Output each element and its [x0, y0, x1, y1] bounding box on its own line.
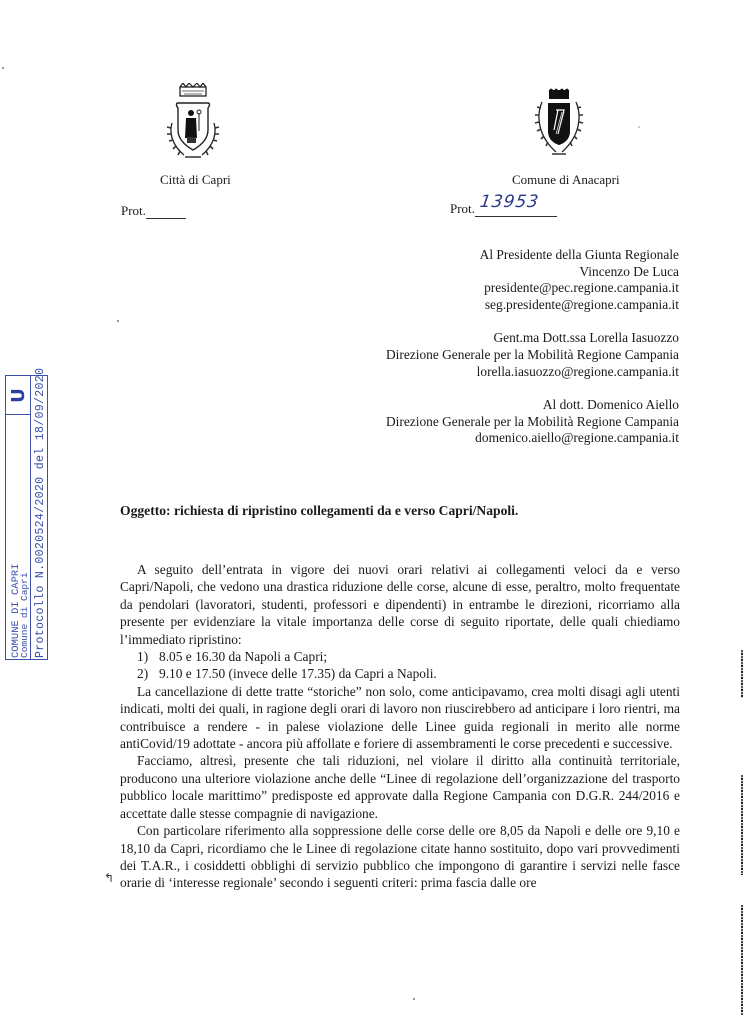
scan-edge-artifact — [741, 775, 743, 875]
recipient-line: Al dott. Domenico Aiello — [542, 397, 679, 413]
stamp-divider — [6, 414, 30, 415]
entity-name-capri: Città di Capri — [160, 172, 231, 187]
requested-routes-list — [120, 648, 680, 683]
scan-edge-artifact — [741, 650, 743, 698]
stamp-protocol-number: Protocollo N.0020524/2020 del 18/09/2020 — [34, 367, 47, 658]
protocol-field-capri — [121, 203, 186, 219]
recipient-iasuozzo — [386, 330, 679, 380]
recipient-email: lorella.iasuozzo@regione.campania.it — [476, 363, 679, 379]
anacapri-coat-of-arms-icon — [528, 88, 590, 160]
protocol-label: Prot. — [450, 201, 475, 216]
subject-line: Oggetto: richiesta di ripristino collegamenti da e verso Capri/Napoli. — [120, 503, 519, 518]
scan-edge-artifact — [741, 905, 743, 1015]
scan-speck — [638, 126, 640, 128]
protocol-field-anacapri — [450, 192, 557, 217]
body-paragraph: Facciamo, altresì, presente che tali riduzioni, nel violare il diritto alla continuità territoriale, producono una ulteriore violazione anche delle “Linee di regolazione dell’organizzazione del trasporto pubblico locale marittimo” predisposte ed approvate dalla Regione Campania con D.G.R. 244/2016 e accettate dalle stesse compagnie di navigazione. — [120, 753, 680, 821]
recipient-president — [386, 247, 679, 313]
list-item: 1) 8.05 e 16.30 da Napoli a Capri; — [137, 649, 328, 665]
recipient-line: Al Presidente della Giunta Regionale — [479, 247, 679, 262]
capri-coat-of-arms-icon — [163, 83, 223, 165]
stamp-direction-letter: U — [7, 387, 29, 403]
protocol-stamp — [5, 367, 48, 660]
body-paragraph: Con particolare riferimento alla soppressione delle corse delle ore 8,05 da Napoli e delle ore 9,10 e 18,10 da Capri, ricordiamo che le Linee di regolazione citate hanno sostituito, dopo vari provvedimenti dei T.A.R., i cosiddetti obblighi di servizio pubblico che impongono di garantire i servizi nelle fasce orarie di ‘interesse regionale’ secondo i seguenti criteri: prima fascia dalle ore — [120, 823, 680, 891]
protocol-blank-line — [146, 206, 186, 219]
stamp-entity: Comune di Capri — [19, 572, 30, 658]
scan-speck — [2, 67, 4, 69]
stamp-divider — [30, 376, 31, 659]
body-paragraph: La cancellazione di dette tratte “storiche” non solo, come anticipavamo, crea molti disagi agli utenti indicati, molti dei quali, in ragione degli orari di lavoro non riuscirebbero ad anticipare i loro rientri, ma contribuisce a rendere - in palese violazione delle Linee guida regionali in merito alle norme antiCovid/19 adottate - ancora più affollate e foriere di assembramenti le corse precedenti e successive. — [120, 683, 680, 752]
recipient-line: Gent.ma Dott.ssa Lorella Iasuozzo — [493, 330, 679, 346]
recipient-aiello — [386, 397, 679, 447]
list-item: 2) 9.10 e 17.50 (invece delle 17.35) da Capri a Napoli. — [137, 666, 437, 682]
recipient-line: Vincenzo De Luca — [579, 263, 679, 279]
handwritten-protocol-number: 13953 — [478, 192, 541, 212]
recipient-email: seg.presidente@regione.campania.it — [484, 296, 679, 312]
recipient-email: presidente@pec.regione.campania.it — [484, 280, 679, 296]
entity-name-anacapri: Comune di Anacapri — [512, 172, 620, 187]
scan-speck — [117, 320, 119, 322]
stamp-direction-box — [6, 376, 30, 414]
recipient-line: Direzione Generale per la Mobilità Regione Campania — [386, 346, 679, 362]
margin-annotation-mark: ↰ — [104, 871, 115, 885]
stamp-entity-upper: COMUNE DI CAPRI — [10, 563, 22, 658]
letter-body — [120, 561, 680, 892]
scan-speck — [413, 998, 415, 1000]
protocol-label: Prot. — [121, 203, 146, 218]
recipient-email: domenico.aiello@regione.campania.it — [475, 430, 679, 446]
body-paragraph: A seguito dell’entrata in vigore dei nuovi orari relativi ai collegamenti veloci da e verso Capri/Napoli, che vedono una drastica riduzione delle corse, alcune di esse, peraltro, molto frequentate da pendolari (lavoratori, studenti, professori e dipendenti) in entrambe le direzioni, ricorriamo alla presente per evidenziare la vitale importanza delle corse di seguito riportate, delle quali chiediamo l’immediato ripristino: — [120, 562, 680, 647]
recipients — [386, 247, 679, 464]
recipient-line: Direzione Generale per la Mobilità Regione Campania — [386, 413, 679, 429]
